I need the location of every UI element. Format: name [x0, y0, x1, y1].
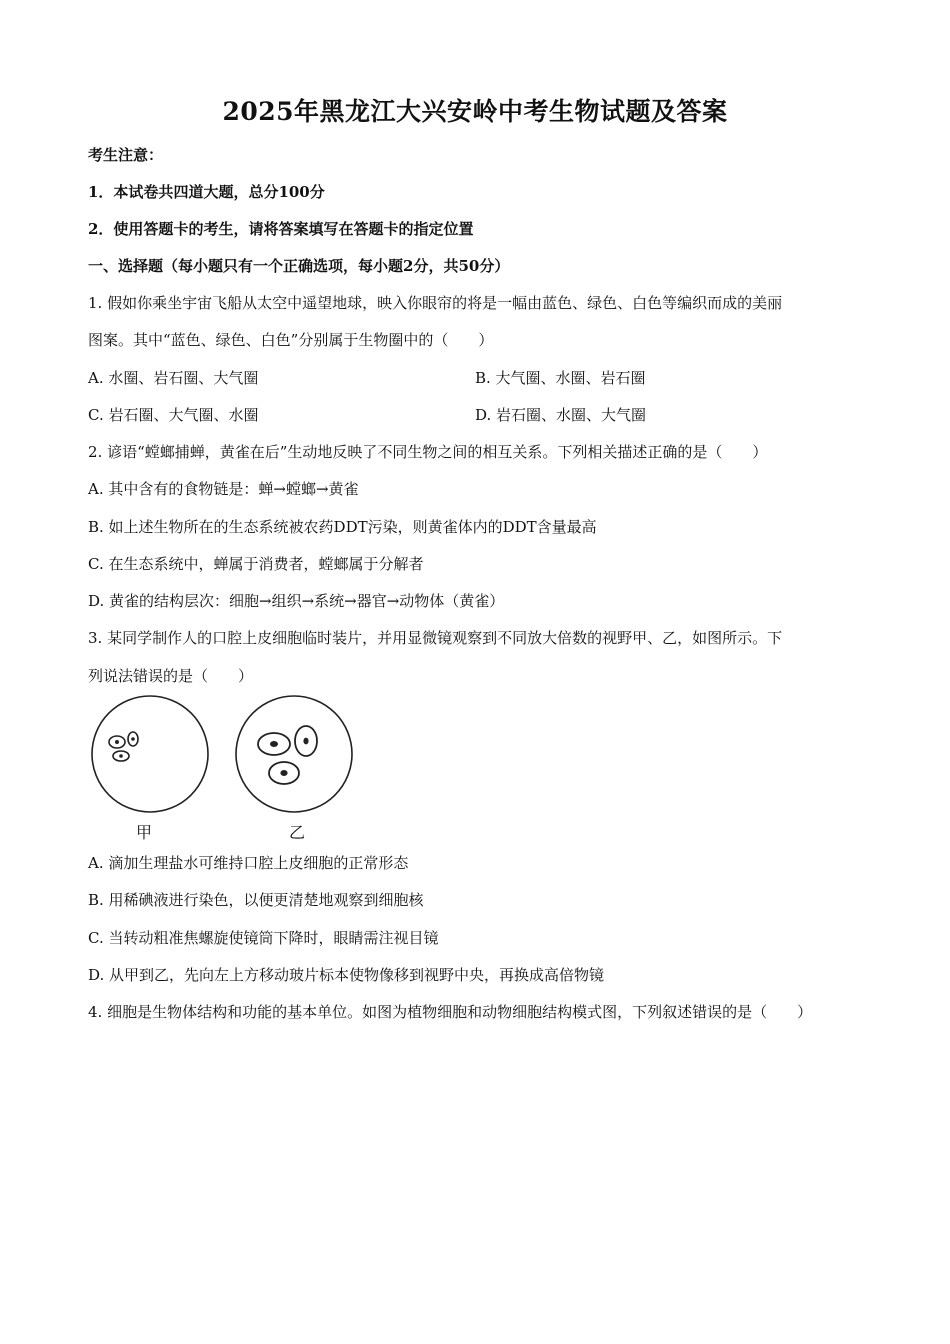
q1-option-b: B. 大气圈、水圈、岩石圈 [475, 369, 646, 387]
cell-yi-1 [258, 733, 290, 755]
figure-label-jia: 甲 [136, 823, 153, 842]
notice-heading: 考生注意： [88, 146, 164, 164]
field-yi-view [236, 696, 352, 812]
q2-option-d: D. 黄雀的结构层次：细胞→组织→系统→器官→动物体（黄雀） [88, 592, 505, 610]
q4-stem-line-1: 4. 细胞是生物体结构和功能的基本单位。如图为植物细胞和动物细胞结构模式图，下列叙述错误的是（ ） [88, 1003, 813, 1021]
section-heading: 一、选择题（每小题只有一个正确选项，每小题2分，共50分） [88, 257, 510, 275]
q3-option-c: C. 当转动粗准焦螺旋使镜筒下降时，眼睛需注视目镜 [88, 929, 439, 947]
cell-yi-3 [269, 762, 299, 784]
cell-jia-1 [109, 736, 125, 748]
field-jia-view [92, 696, 208, 812]
q2-option-a: A. 其中含有的食物链是：蝉→螳螂→黄雀 [88, 480, 359, 498]
q1-stem-line-1: 1. 假如你乘坐宇宙飞船从太空中遥望地球，映入你眼帘的将是一幅由蓝色、绿色、白色等编织而成的美丽 [88, 294, 783, 312]
microscope-fields-figure [88, 694, 368, 820]
q1-option-d: D. 岩石圈、水圈、大气圈 [475, 406, 647, 424]
cell-yi-2 [295, 726, 317, 756]
q1-stem-line-2: 图案。其中“蓝色、绿色、白色”分别属于生物圈中的（ ） [88, 331, 494, 349]
figure-label-yi: 乙 [289, 823, 306, 842]
cell-jia-2 [128, 732, 138, 746]
q3-stem-line-1: 3. 某同学制作人的口腔上皮细胞临时装片，并用显微镜观察到不同放大倍数的视野甲、乙，如图所示。下 [88, 629, 783, 647]
q1-option-a: A. 水圈、岩石圈、大气圈 [88, 369, 259, 387]
page-title: 2025年黑龙江大兴安岭中考生物试题及答案 [222, 97, 728, 126]
notice-item-1: 1．本试卷共四道大题，总分100分 [88, 183, 325, 201]
q2-option-c: C. 在生态系统中，蝉属于消费者，螳螂属于分解者 [88, 555, 424, 573]
q3-option-a: A. 滴加生理盐水可维持口腔上皮细胞的正常形态 [88, 854, 409, 872]
q3-option-d: D. 从甲到乙，先向左上方移动玻片标本使物像移到视野中央，再换成高倍物镜 [88, 966, 605, 984]
cell-jia-3 [113, 751, 129, 761]
q3-stem-line-2: 列说法错误的是（ ） [88, 667, 254, 685]
q2-option-b: B. 如上述生物所在的生态系统被农药DDT污染，则黄雀体内的DDT含量最高 [88, 518, 597, 536]
q3-option-b: B. 用稀碘液进行染色，以便更清楚地观察到细胞核 [88, 891, 424, 909]
q2-stem-line-1: 2. 谚语“螳螂捕蝉，黄雀在后”生动地反映了不同生物之间的相互关系。下列相关描述正确的是（ ） [88, 443, 768, 461]
notice-item-2: 2．使用答题卡的考生，请将答案填写在答题卡的指定位置 [88, 220, 474, 238]
q1-option-c: C. 岩石圈、大气圈、水圈 [88, 406, 259, 424]
